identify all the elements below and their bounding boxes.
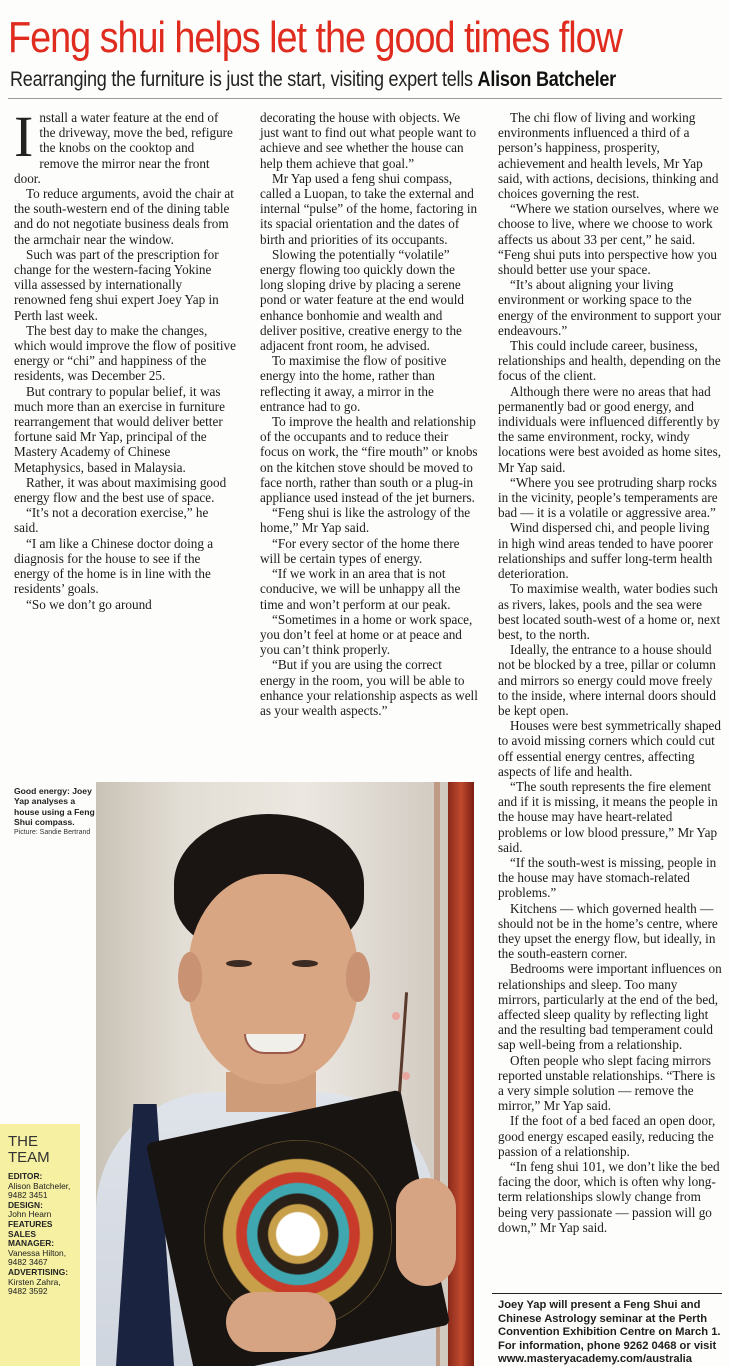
- article-paragraph: “For every sector of the home there will be certain types of energy.: [260, 535, 460, 566]
- article-paragraph: “Where we station ourselves, where we choose to live, where we choose to work affects us about 33 per cent,” he said. “Feng shui puts into perspective how you should better use your space.: [498, 201, 719, 278]
- article-paragraph: Such was part of the prescription for change for the western-facing Yokine villa assessed by internationally renowned feng shui expert Joey Yap in Perth last week.: [14, 246, 219, 323]
- article-paragraph: “Feng shui is like the astrology of the home,” Mr Yap said.: [260, 505, 471, 536]
- standfirst: [10, 66, 626, 94]
- team-value: Kirsten Zahra, 9482 3592: [8, 1276, 61, 1297]
- article-paragraph: The chi flow of living and working environments influenced a third of a person’s happiness, prosperity, achievement and health levels, Mr Yap said, with actions, decisions, thinking and choices governing the rest.: [498, 110, 719, 202]
- article-column-3: [498, 110, 722, 1235]
- article-paragraph: Rather, it was about maximising good energy flow and the best use of space.: [14, 474, 227, 506]
- article-paragraph: “But if you are using the correct energy in the room, you will be able to enhance your relationship aspects as well as your wealth aspects.”: [260, 657, 478, 718]
- article-paragraph: decorating the house with objects. We just want to find out what people want to achieve and see whether the house can help them achieve that goal.”: [260, 110, 477, 171]
- article-paragraph: “If we work in an area that is not conducive, we will be unhappy all the time and won’t perform at our peak.: [260, 566, 461, 612]
- team-title: THE TEAM: [8, 1133, 50, 1166]
- article-paragraph: Slowing the potentially “volatile” energy flowing too quickly down the long sloping drive by placing a serene pond or water feature at the end would enhance bonhomie and wealth and deliver positive, creative energy to the adjacent front room, he advised.: [260, 246, 464, 354]
- photo-hand: [396, 1178, 456, 1286]
- article-paragraph: To maximise the flow of positive energy into the home, rather than reflecting it away, a mirror in the entrance had to go.: [260, 353, 447, 414]
- article-paragraph: “Sometimes in a home or work space, you don’t feel at home or at peace and you can’t think properly.: [260, 611, 473, 658]
- article-paragraph: Although there were no areas that had permanently bad or good energy, and individuals were influenced differently by the same environment, rocky, windy locations were best avoided as home sites, Mr Yap said.: [498, 383, 722, 475]
- article-paragraph: If the foot of a bed faced an open door, good energy escaped easily, reducing the passion of a relationship.: [498, 1113, 716, 1159]
- photo-caption: [14, 786, 96, 837]
- team-box: [0, 1124, 80, 1366]
- article-paragraph: “If the south-west is missing, people in the house may have stomach-related problems.”: [498, 854, 717, 901]
- article-paragraph: But contrary to popular belief, it was much more than an exercise in furniture rearrangement that would deliver better fortune said Mr Yap, principal of the Mastery Academy of Chinese Metaphysics, based in Malaysia.: [14, 383, 225, 475]
- article-paragraph: This could include career, business, relationships and health, depending on the focus of the client.: [498, 338, 721, 384]
- article-paragraph: To reduce arguments, avoid the chair at the south-western end of the dining table and do not negotiate business deals from the armchair near the window.: [14, 186, 234, 247]
- team-entry: [8, 1220, 80, 1268]
- article-paragraph: Wind dispersed chi, and people living in high wind areas tended to have poorer relationships and suffer long-term health deterioration.: [498, 520, 713, 582]
- article-paragraph: Ideally, the entrance to a house should not be blocked by a tree, pillar or column and mirrors so energy could move freely to the inside, where internal doors should be kept open.: [498, 642, 716, 718]
- article-paragraph: Kitchens — which governed health — should not be in the home’s centre, where they upset the energy flow, but ideally, in the south-eastern corner.: [498, 900, 718, 962]
- caption-text: Joey Yap analyses a house using a Feng Shui compass.: [14, 786, 95, 828]
- photo-ear: [178, 952, 202, 1002]
- seminar-promo: Joey Yap will present a Feng Shui and Chinese Astrology seminar at the Perth Convention Exhibition Centre on March 1. For information, phone 9262 0468 or visit www.masteryacademy.com/australia: [498, 1299, 721, 1366]
- photo-blossom: [402, 1072, 410, 1080]
- article-photo: [96, 782, 474, 1366]
- team-entry: [8, 1172, 80, 1201]
- headline-rule: [8, 98, 722, 99]
- article-column-2: [260, 110, 480, 718]
- caption-lead: Good energy:: [14, 786, 70, 796]
- article-paragraph: “It’s not a decoration exercise,” he said.: [14, 505, 209, 536]
- article-paragraph: “The south represents the fire element and if it is missing, it means the people in the house may have heart-related problems or low blood pressure,” Mr Yap said.: [498, 778, 718, 855]
- article-column-1: [14, 104, 236, 612]
- team-label: ADVERTISING:: [8, 1266, 69, 1277]
- team-label: DESIGN:: [8, 1199, 43, 1210]
- article-paragraph: “It’s about aligning your living environment or working space to the energy of the environment to support your endeavours.”: [498, 277, 722, 338]
- article-paragraph: Houses were best symmetrically shaped to avoid missing corners which could cut off essential energy centres, affecting aspects of life and health.: [498, 718, 721, 779]
- photo-hand: [226, 1292, 336, 1352]
- photo-ear: [346, 952, 370, 1002]
- team-entry: [8, 1268, 80, 1297]
- article-paragraph: Install a water feature at the end of the driveway, move the bed, refigure the knobs on the cooktop and remove the mirror near the front door.: [14, 104, 233, 186]
- article-paragraph: Mr Yap used a feng shui compass, called a Luopan, to take the external and internal “pulse” of the home, factoring in its spacial orientation and the dates of birth and priorities of its occupants.: [260, 170, 478, 247]
- photo-eye: [292, 960, 318, 967]
- team-value: John Hearn: [8, 1209, 52, 1220]
- team-label: FEATURES SALES MANAGER:: [8, 1218, 55, 1249]
- article-paragraph: “Where you see protruding sharp rocks in the vicinity, people’s temperaments are bad — it is a volatile or aggressive area.”: [498, 474, 718, 521]
- article-paragraph: “So we don’t go around: [26, 596, 152, 612]
- article-paragraph: Often people who slept facing mirrors reported unstable relationships. “There is a very simple solution — remove the mirror,” Mr Yap said.: [498, 1052, 716, 1114]
- article-paragraph: To maximise wealth, water bodies such as rivers, lakes, pools and the sea were best located south-west of a home or, next best, to the north.: [498, 581, 721, 642]
- photo-eye: [226, 960, 252, 967]
- article-paragraph: “I am like a Chinese doctor doing a diagnosis for the house to see if the energy of the home is in line with the residents’ goals.: [14, 535, 214, 597]
- promo-rule: [492, 1293, 722, 1294]
- article-paragraph: Bedrooms were important influences on relationships and sleep. Too many mirrors, particularly at the end of the bed, affected sleep quality by reflecting light and the resulting bad temperament could sap well-being from a relationship.: [498, 961, 722, 1053]
- article-paragraph: To improve the health and relationship of the occupants and to reduce their focus on work, the “fire mouth” or knobs on the kitchen stove should be moved to face north, rather than south or a plug-in appliance used instead of the jet burners.: [260, 414, 478, 506]
- standfirst-text: Rearranging the furniture is just the start, visiting expert tells: [10, 68, 478, 91]
- photo-blossom: [392, 1012, 400, 1020]
- byline: Alison Batcheler: [477, 68, 616, 91]
- team-entry: [8, 1201, 80, 1220]
- photo-red-door-frame: [448, 782, 474, 1366]
- team-value: Vanessa Hilton, 9482 3467: [8, 1247, 67, 1268]
- team-value: Alison Batcheler, 9482 3451: [8, 1180, 71, 1201]
- team-label: EDITOR:: [8, 1171, 43, 1181]
- drop-cap: I: [14, 104, 34, 169]
- headline: Feng shui helps let the good times flow: [8, 13, 622, 62]
- article-paragraph: The best day to make the changes, which would improve the flow of positive energy or “chi” and happiness of the residents, was December 25.: [14, 322, 236, 384]
- article-paragraph: “In feng shui 101, we don’t like the bed facing the door, which is often why long-term relationships slowly change from being very passionate — passion will go down,” Mr Yap said.: [498, 1159, 720, 1235]
- photo-credit: Picture: Sandie Bertrand: [14, 828, 91, 836]
